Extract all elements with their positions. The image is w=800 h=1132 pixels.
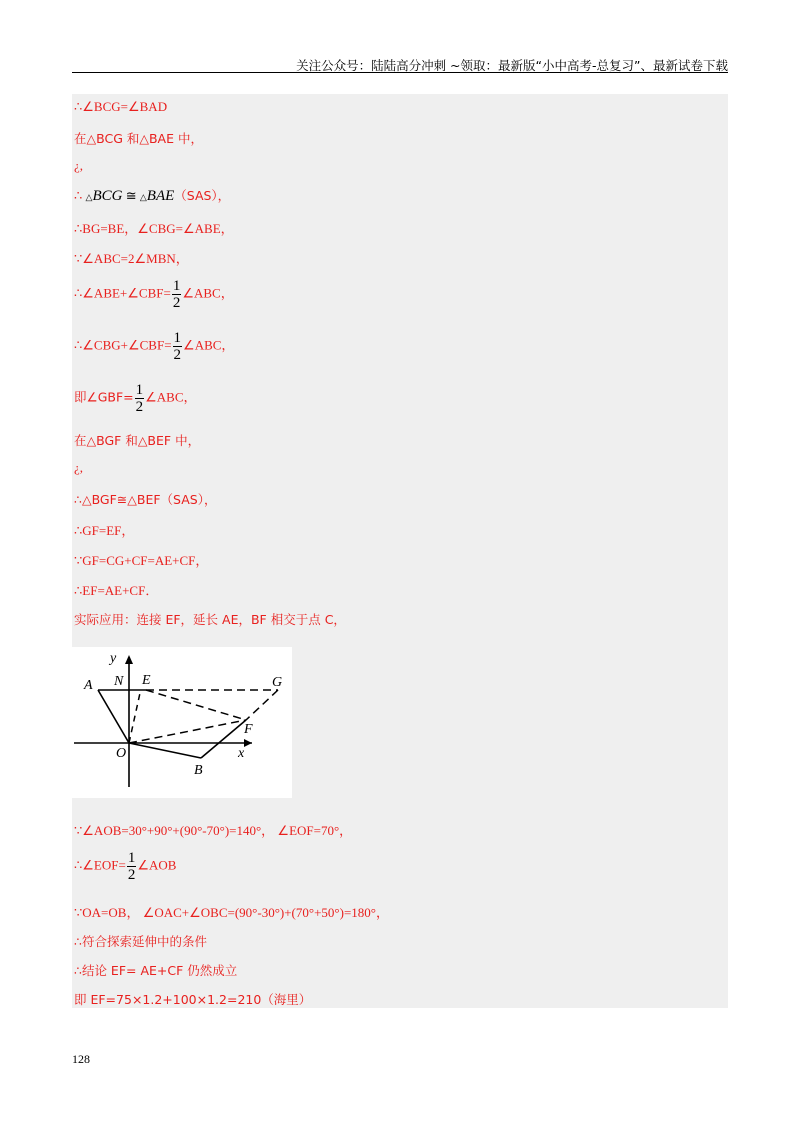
- text-line: ∵GF=CG+CF=AE+CF，: [74, 553, 209, 568]
- fraction-denominator: 2: [172, 295, 181, 311]
- text-line: ∴EF=AE+CF．: [74, 583, 159, 598]
- equation-part: ∴∠EOF=: [74, 857, 126, 873]
- label-y: y: [110, 651, 117, 666]
- label-N: N: [114, 674, 124, 689]
- page-number: 128: [72, 1052, 90, 1066]
- dashed-EF: [146, 690, 246, 720]
- fraction-half: [173, 330, 183, 363]
- label-O: O: [116, 746, 127, 761]
- label-x: x: [238, 746, 245, 761]
- fraction-half: [127, 850, 137, 883]
- text-line: 即 EF=75×1.2+100×1.2=210（海里）: [74, 992, 312, 1007]
- dashed-GF: [246, 690, 278, 720]
- equation-part: ∴∠CBG+∠CBF=: [74, 337, 172, 353]
- text-line: ∴GF=EF，: [74, 523, 135, 538]
- text-line: [74, 278, 234, 311]
- equation-part: ∠ABC，: [182, 285, 234, 301]
- text-line: ∴结论 EF= AE+CF 仍然成立: [74, 963, 238, 978]
- label-G: G: [272, 675, 283, 690]
- text-line: [74, 186, 230, 205]
- label-A: A: [84, 678, 93, 693]
- equation-part: ∠ABC，: [183, 337, 235, 353]
- x-axis-arrow: [244, 739, 252, 747]
- text-line: ∵OA=OB， ∠OAC+∠OBC=(90°-30°)+(70°+50°)=180°，: [74, 905, 389, 920]
- dashed-OE: [129, 693, 140, 743]
- triangle-name: BCG: [92, 188, 123, 204]
- text-line: ∴∠BCG=∠BAD: [74, 99, 168, 114]
- text-line: ∵∠ABC=2∠MBN，: [74, 251, 189, 266]
- text-line: [74, 850, 176, 883]
- text-line: ¿,: [74, 460, 84, 475]
- label-E: E: [142, 673, 151, 688]
- label-F: F: [244, 722, 253, 737]
- segment-OB: [129, 743, 201, 758]
- fraction-denominator: 2: [135, 399, 144, 415]
- y-axis-arrow: [125, 655, 133, 664]
- text-line: ∴△BGF≅△BEF（SAS），: [74, 492, 217, 507]
- equation-part: 即∠GBF=: [74, 389, 134, 405]
- triangle-name: BAE: [146, 188, 175, 204]
- text-line: 实际应用：连接 EF，延长 AE，BF 相交于点 C，: [74, 612, 346, 627]
- triangle-symbol: △: [139, 192, 147, 202]
- text-line: ∴BG=BE，∠CBG=∠ABE，: [74, 221, 234, 236]
- equation-part: ∠ABC，: [145, 389, 197, 405]
- fraction-denominator: 2: [173, 347, 182, 363]
- reason-text: （SAS），: [174, 188, 231, 203]
- congruent-symbol: ≅: [125, 188, 137, 203]
- equation-part: ∴∠ABE+∠CBF=: [74, 285, 171, 301]
- triangle-symbol: △: [85, 192, 93, 202]
- solution-panel: [72, 94, 728, 1008]
- fraction-numerator: 1: [127, 850, 136, 866]
- text-line: [74, 382, 197, 415]
- fraction-denominator: 2: [127, 867, 136, 883]
- text-line: 在△BGF 和△BEF 中，: [74, 433, 201, 448]
- geometry-figure: [72, 647, 292, 798]
- header-rule: [72, 72, 728, 73]
- therefore-symbol: ∴: [74, 188, 83, 203]
- page-header: 关注公众号：陆陆高分冲刺 ~领取：最新版“小中高考-总复习”、最新试卷下载: [296, 58, 728, 73]
- coordinate-diagram: [72, 647, 292, 798]
- text-line: ∵∠AOB=30°+90°+(90°-70°)=140°， ∠EOF=70°，: [74, 823, 353, 838]
- segment-AO: [98, 690, 129, 743]
- text-line: 在△BCG 和△BAE 中，: [74, 131, 203, 146]
- equation-part: ∠AOB: [137, 857, 177, 873]
- fraction-numerator: 1: [135, 382, 144, 398]
- label-B: B: [194, 763, 203, 778]
- fraction-numerator: 1: [172, 278, 181, 294]
- fraction-half: [135, 382, 145, 415]
- text-line: [74, 330, 234, 363]
- fraction-half: [172, 278, 182, 311]
- fraction-numerator: 1: [173, 330, 182, 346]
- dashed-OF: [129, 720, 246, 743]
- text-line: ¿,: [74, 158, 84, 173]
- text-line: ∴符合探索延伸中的条件: [74, 934, 207, 949]
